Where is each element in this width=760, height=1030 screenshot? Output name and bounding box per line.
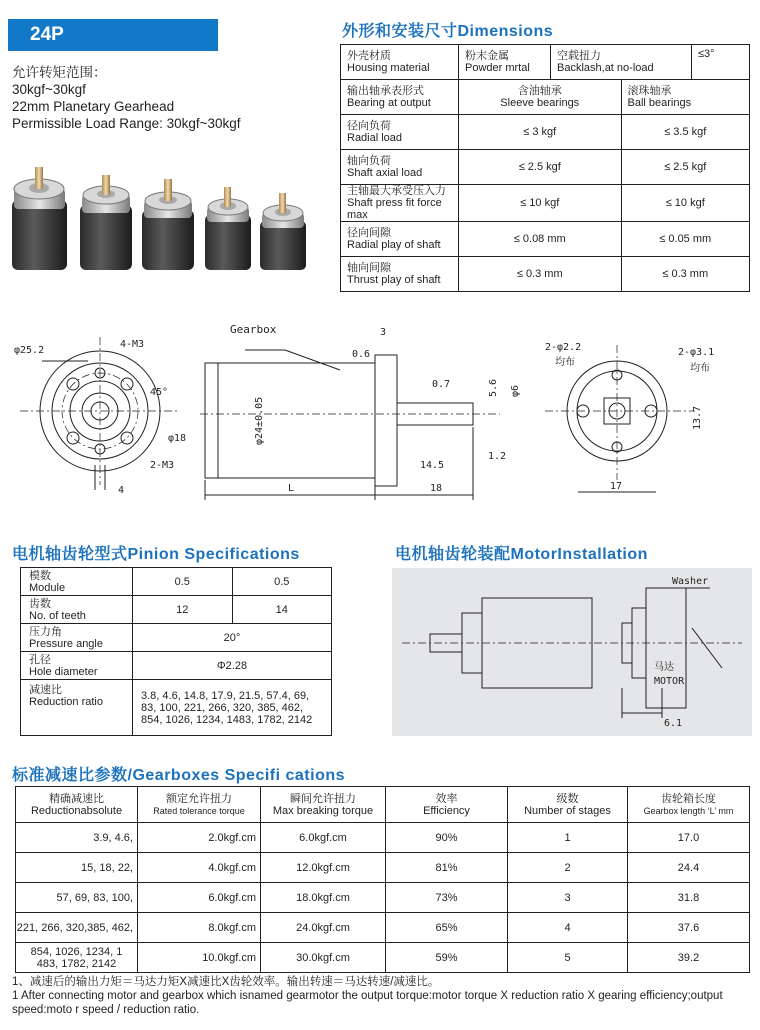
table-row	[16, 913, 750, 943]
dim-d25: φ25.2	[14, 345, 45, 356]
side-view	[200, 323, 521, 500]
label-en: Backlash,at no-load	[557, 62, 654, 74]
label-cn: 减速比	[29, 684, 62, 696]
dim-18: 18	[430, 483, 443, 494]
rated-cell: 6.0kgf.cm	[138, 883, 261, 913]
label-cn: 轴向间隙	[347, 262, 391, 274]
pinion-value: 3.8, 4.6, 14.8, 17.9, 21.5, 57.4, 69, 83, 100, 221, 266, 320, 385, 462, 854, 1026, 1234, 1483, 1782, 2142	[133, 680, 332, 736]
eff-cell: 59%	[386, 943, 508, 973]
rated-cell: 10.0kgf.cm	[138, 943, 261, 973]
length-cell: 24.4	[628, 853, 750, 883]
gearbox-label: Gearbox	[230, 323, 277, 336]
label-cn: 滚珠轴承	[627, 85, 672, 97]
table-row	[341, 115, 750, 150]
row-label	[341, 222, 459, 257]
max-cell: 30.0kgf.cm	[261, 943, 386, 973]
max-cell: 18.0kgf.cm	[261, 883, 386, 913]
dim-45: 45°	[150, 387, 169, 398]
table-row	[21, 652, 332, 680]
footnote	[12, 975, 752, 1017]
motor-label-en: MOTOR	[654, 676, 685, 687]
label-en: Module	[29, 581, 66, 594]
intro-line: 允许转矩范围：	[12, 65, 107, 80]
col-header	[16, 787, 138, 823]
dim-2d31: 2-φ3.1	[678, 347, 715, 358]
row-label	[21, 624, 133, 652]
dim-17: 17	[610, 481, 623, 492]
table-row	[341, 80, 750, 115]
max-cell: 12.0kgf.cm	[261, 853, 386, 883]
stages-cell: 1	[508, 823, 628, 853]
eff-cell: 81%	[386, 853, 508, 883]
dim-4m3: 4-M3	[120, 339, 145, 350]
motor-label-cn: 马达	[654, 662, 674, 673]
table-header-row	[16, 787, 750, 823]
label-cn: 效率	[435, 792, 458, 805]
col-header	[261, 787, 386, 823]
ratio-cell: 3.9, 4.6,	[16, 823, 138, 853]
pinion-value: 0.5	[133, 568, 233, 596]
dim-12: 1.2	[488, 451, 507, 462]
gearbox-title: 标准减速比参数/Gearboxes Specifi cations	[12, 767, 346, 784]
col-header	[386, 787, 508, 823]
rear-view	[545, 342, 714, 492]
label-cn: 模数	[29, 569, 51, 582]
intro-line: 22mm Planetary Gearhead	[12, 99, 175, 114]
stages-cell: 3	[508, 883, 628, 913]
table-row	[341, 150, 750, 185]
row-label	[341, 185, 459, 222]
col-header	[628, 787, 750, 823]
label-en: Bearing at output	[347, 97, 431, 109]
eff-cell: 65%	[386, 913, 508, 943]
dim-2d22: 2-φ2.2	[545, 342, 582, 353]
pinion-value: Φ2.28	[133, 652, 332, 680]
backlash-value: ≤3°	[692, 45, 750, 80]
ball-value: ≤ 0.3 mm	[621, 257, 750, 292]
row-label	[341, 257, 459, 292]
length-cell: 31.8	[628, 883, 750, 913]
label-cn: 空载扭力	[557, 50, 601, 62]
ball-value: ≤ 3.5 kgf	[621, 115, 750, 150]
dim-145: 14.5	[420, 460, 445, 471]
label-cn: 额定允许扭力	[166, 792, 232, 805]
washer-label: Washer	[672, 576, 709, 587]
label-cn: 齿轮箱长度	[661, 792, 716, 805]
label-cn: 外壳材质	[347, 50, 391, 62]
row-label	[341, 150, 459, 185]
label-cn: 主轴最大承受压入力	[347, 185, 446, 197]
avg-label-1: 均布	[555, 357, 575, 368]
row-label	[21, 596, 133, 624]
col-header	[508, 787, 628, 823]
dim-07: 0.7	[432, 379, 451, 390]
motor-5	[260, 193, 306, 270]
pinion-value: 12	[133, 596, 233, 624]
max-cell: 24.0kgf.cm	[261, 913, 386, 943]
label-cn: 压力角	[29, 625, 62, 638]
table-row	[21, 596, 332, 624]
label-cn: 粉末金属	[465, 50, 509, 62]
dim-56: 5.6	[488, 378, 499, 397]
gearbox-table	[15, 786, 750, 973]
product-photo	[10, 165, 330, 280]
table-row	[16, 883, 750, 913]
length-cell: 17.0	[628, 823, 750, 853]
label-cn: 瞬间允许扭力	[290, 792, 356, 805]
label-cn: 精确减速比	[49, 792, 104, 805]
label-en: Shaft axial load	[347, 167, 423, 179]
sleeve-value: ≤ 3 kgf	[459, 115, 622, 150]
label-en: Reductionabsolute	[30, 804, 123, 817]
label-en: Efficiency	[423, 804, 470, 817]
motor-1	[12, 167, 67, 270]
label-cn: 齿数	[29, 597, 51, 610]
length-cell: 37.6	[628, 913, 750, 943]
ratio-cell: 854, 1026, 1234, 1 483, 1782, 2142	[16, 943, 138, 973]
pinion-value: 0.5	[232, 568, 332, 596]
intro-line: Permissible Load Range: 30kgf~30kgf	[12, 116, 241, 131]
ball-value: ≤ 10 kgf	[621, 185, 750, 222]
label-en: Pressure angle	[29, 637, 103, 650]
label-en: Sleeve bearings	[500, 97, 580, 109]
row-label	[21, 680, 133, 736]
label-cn: 含油轴承	[517, 85, 562, 97]
ball-value: ≤ 0.05 mm	[621, 222, 750, 257]
dim-d24: φ24±0.05	[254, 396, 265, 445]
material-cell	[459, 45, 551, 80]
sleeve-value: ≤ 2.5 kgf	[459, 150, 622, 185]
stages-cell: 5	[508, 943, 628, 973]
table-row	[21, 568, 332, 596]
footnote-en: 1 After connecting motor and gearbox which isnamed gearmotor the output torque:motor torque X reduction ratio X gearing efficiency;output speed:moto r speed / reduction ratio.	[12, 990, 723, 1016]
row-label	[341, 115, 459, 150]
model-label: 24P	[30, 24, 64, 45]
table-row	[341, 185, 750, 222]
label-cn: 输出轴承表形式	[347, 85, 424, 97]
dim-d6: φ6	[510, 384, 521, 397]
pinion-table	[20, 567, 332, 736]
intro-line: 30kgf~30kgf	[12, 82, 86, 97]
table-row	[341, 45, 750, 80]
bearing-label	[341, 80, 459, 115]
ball-header	[621, 80, 750, 115]
table-row	[21, 624, 332, 652]
label-en: Ball bearings	[627, 97, 692, 109]
motor-4	[205, 187, 251, 270]
pinion-value: 14	[232, 596, 332, 624]
label-en: Rated tolerance torque	[153, 805, 245, 816]
dim-4: 4	[118, 485, 125, 496]
label-en: Shaft press fit force max	[347, 197, 442, 221]
label-en: Powder mrtal	[465, 62, 530, 74]
row-label	[21, 652, 133, 680]
footnote-cn: 1、减速后的输出力矩＝马达力矩X减速比X齿轮效率。输出转速＝马达转速/减速比。	[12, 976, 440, 988]
dim-06: 0.6	[352, 349, 371, 360]
label-en: Number of stages	[524, 804, 611, 817]
dimensions-table	[340, 44, 750, 292]
table-row	[16, 853, 750, 883]
label-en: Max breaking torque	[272, 804, 374, 817]
model-badge	[8, 19, 218, 51]
sleeve-header	[459, 80, 622, 115]
pinion-title: 电机轴齿轮型式Pinion Specifications	[12, 546, 300, 563]
row-label	[21, 568, 133, 596]
dimensions-title: 外形和安装尺寸Dimensions	[342, 23, 554, 40]
label-en: Radial load	[347, 132, 403, 144]
motor-3	[142, 179, 194, 270]
ratio-cell: 15, 18, 22,	[16, 853, 138, 883]
ratio-cell: 221, 266, 320,385, 462,	[16, 913, 138, 943]
label-en: Radial play of shaft	[347, 239, 441, 251]
install-diagram	[392, 568, 752, 736]
ball-value: ≤ 2.5 kgf	[621, 150, 750, 185]
dim-d18: φ18	[168, 433, 187, 444]
label-cn: 径向间隙	[347, 227, 391, 239]
dim-137: 13.7	[692, 405, 703, 430]
length-cell: 39.2	[628, 943, 750, 973]
label-en: Housing material	[347, 62, 430, 74]
label-en: Hole diameter	[29, 665, 98, 678]
rated-cell: 8.0kgf.cm	[138, 913, 261, 943]
label-en: No. of teeth	[29, 609, 86, 622]
table-row	[16, 823, 750, 853]
table-row	[341, 257, 750, 292]
eff-cell: 73%	[386, 883, 508, 913]
max-cell: 6.0kgf.cm	[261, 823, 386, 853]
eff-cell: 90%	[386, 823, 508, 853]
sleeve-value: ≤ 0.08 mm	[459, 222, 622, 257]
label-cn: 径向负荷	[347, 120, 391, 132]
ratio-cell: 57, 69, 83, 100,	[16, 883, 138, 913]
table-row	[341, 222, 750, 257]
rated-cell: 2.0kgf.cm	[138, 823, 261, 853]
motor-2	[80, 175, 132, 270]
install-title: 电机轴齿轮装配MotorInstallation	[395, 546, 648, 563]
label-en: Thrust play of shaft	[347, 274, 441, 286]
front-view	[14, 337, 186, 496]
dim-L: L	[288, 483, 295, 494]
housing-label	[341, 45, 459, 80]
install-dim: 6.1	[664, 718, 683, 729]
label-cn: 轴向负荷	[347, 155, 391, 167]
avg-label-2: 均布	[690, 363, 710, 374]
stages-cell: 2	[508, 853, 628, 883]
technical-drawing	[0, 315, 760, 510]
table-row	[21, 680, 332, 736]
intro-text	[12, 64, 241, 132]
stages-cell: 4	[508, 913, 628, 943]
rated-cell: 4.0kgf.cm	[138, 853, 261, 883]
table-row	[16, 943, 750, 973]
pinion-value: 20°	[133, 624, 332, 652]
col-header	[138, 787, 261, 823]
label-en: Reduction ratio	[29, 696, 103, 708]
sleeve-value: ≤ 0.3 mm	[459, 257, 622, 292]
label-en: Gearbox length ‘L’ mm	[643, 805, 734, 816]
label-cn: 孔径	[29, 653, 51, 666]
backlash-label	[551, 45, 692, 80]
dim-2m3: 2-M3	[150, 460, 175, 471]
sleeve-value: ≤ 10 kgf	[459, 185, 622, 222]
label-cn: 级数	[556, 792, 579, 805]
dim-3: 3	[380, 327, 387, 338]
